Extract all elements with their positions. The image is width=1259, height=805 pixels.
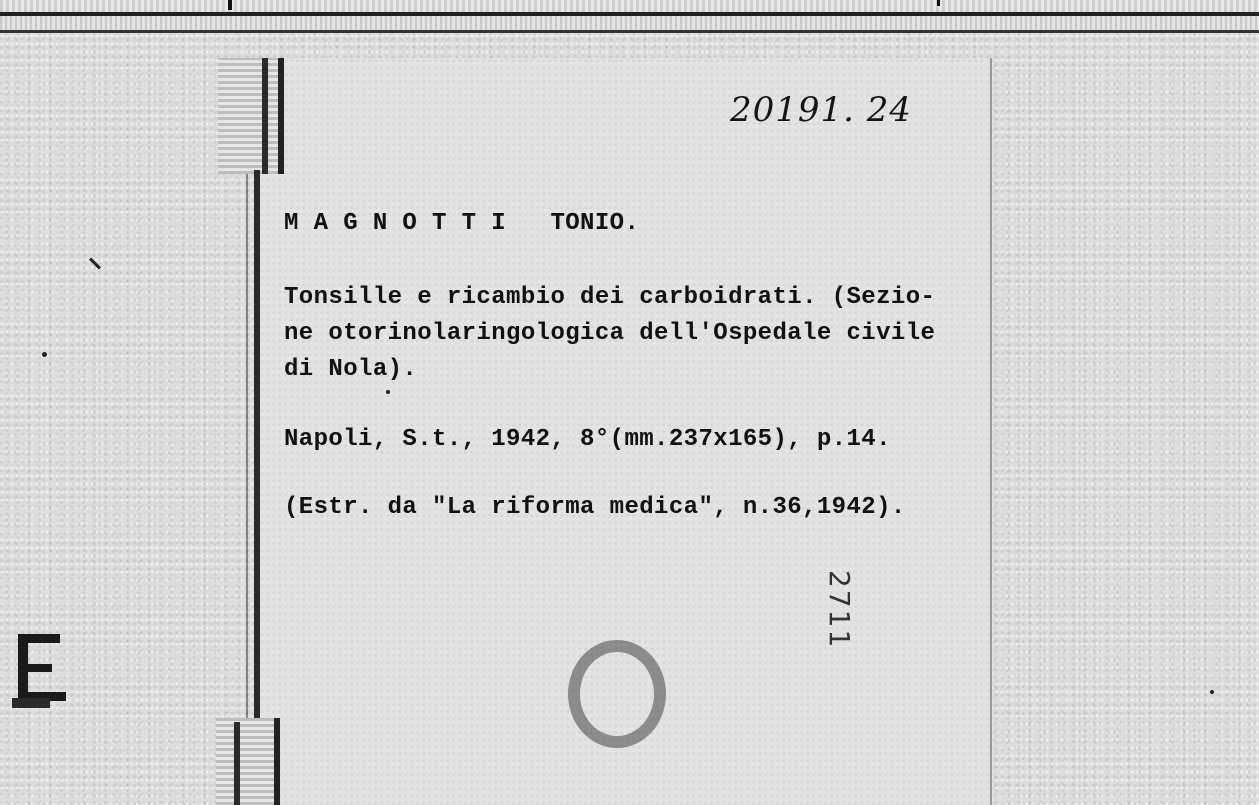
top-rule-secondary xyxy=(0,30,1259,33)
card-tab-bottom xyxy=(216,718,280,805)
top-tick-right xyxy=(937,0,940,6)
title-line-2: ne otorinolaringologica dell'Ospedale civile xyxy=(284,320,936,347)
title-line-3: di Nola). xyxy=(284,356,418,383)
top-tick-left xyxy=(228,0,232,10)
card-spine xyxy=(254,170,260,740)
card-tab-top xyxy=(218,58,284,174)
drawer-second-band xyxy=(0,16,1259,30)
drawer-top-band xyxy=(0,0,1259,12)
e-logo-icon xyxy=(12,628,72,710)
imprint-line: Napoli, S.t., 1942, 8°(mm.237x165), p.14. xyxy=(284,426,891,453)
stray-dot xyxy=(1210,690,1214,694)
author-heading: M A G N O T T I TONIO. xyxy=(284,210,640,237)
card-tab-top-edge xyxy=(262,58,268,174)
card-tab-bottom-edge xyxy=(234,722,240,805)
title-line-1: Tonsille e ricambio dei carboidrati. (Sezio- xyxy=(284,284,936,311)
stray-dot xyxy=(386,390,390,394)
card-right-edge xyxy=(990,58,992,805)
side-number: 2711 xyxy=(823,570,856,650)
accession-number: 20191. 24 xyxy=(730,90,913,130)
punch-hole-stamp xyxy=(568,640,666,748)
stray-dot xyxy=(42,352,47,357)
note-line: (Estr. da "La riforma medica", n.36,1942). xyxy=(284,494,906,521)
